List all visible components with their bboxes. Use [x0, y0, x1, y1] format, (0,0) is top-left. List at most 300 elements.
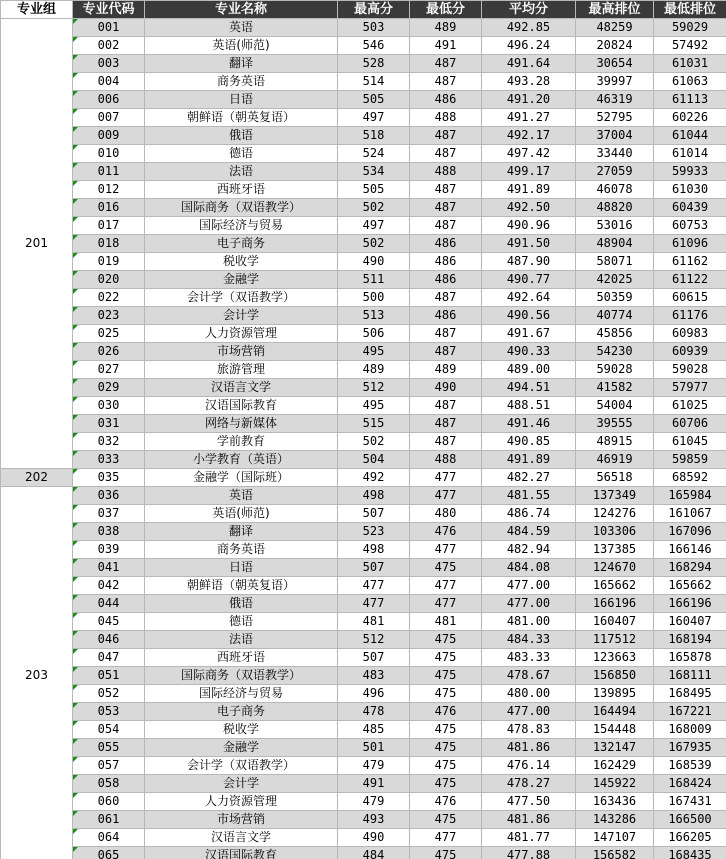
avg-score-cell[interactable]: 491.20 [482, 91, 576, 109]
max-rank-cell[interactable]: 117512 [576, 631, 654, 649]
max-score-cell[interactable]: 491 [338, 775, 410, 793]
min-rank-cell[interactable]: 61096 [654, 235, 726, 253]
min-score-cell[interactable]: 476 [410, 703, 482, 721]
min-rank-cell[interactable]: 61025 [654, 397, 726, 415]
avg-score-cell[interactable]: 493.28 [482, 73, 576, 91]
major-name-cell[interactable]: 人力资源管理 [145, 793, 338, 811]
max-rank-cell[interactable]: 154448 [576, 721, 654, 739]
min-score-cell[interactable]: 487 [410, 415, 482, 433]
max-score-cell[interactable]: 481 [338, 613, 410, 631]
avg-score-cell[interactable]: 484.08 [482, 559, 576, 577]
avg-score-cell[interactable]: 481.00 [482, 613, 576, 631]
code-cell[interactable] [73, 91, 145, 109]
min-rank-cell[interactable]: 168294 [654, 559, 726, 577]
max-score-cell[interactable]: 497 [338, 217, 410, 235]
code-cell[interactable] [73, 505, 145, 523]
code-cell[interactable] [73, 397, 145, 415]
min-score-cell[interactable]: 487 [410, 343, 482, 361]
min-rank-cell[interactable]: 61063 [654, 73, 726, 91]
max-rank-cell[interactable]: 145922 [576, 775, 654, 793]
max-rank-cell[interactable]: 33440 [576, 145, 654, 163]
header-max-score[interactable]: 最高分 [338, 1, 410, 19]
major-name-cell[interactable]: 朝鲜语（朝英复语） [145, 577, 338, 595]
code-cell[interactable] [73, 847, 145, 859]
max-rank-cell[interactable]: 137385 [576, 541, 654, 559]
max-score-cell[interactable]: 498 [338, 487, 410, 505]
major-name-cell[interactable]: 市场营销 [145, 343, 338, 361]
group-cell[interactable]: 201 [1, 19, 73, 469]
major-name-cell[interactable]: 汉语国际教育 [145, 847, 338, 859]
header-avg-score[interactable]: 平均分 [482, 1, 576, 19]
min-score-cell[interactable]: 488 [410, 163, 482, 181]
min-score-cell[interactable]: 475 [410, 811, 482, 829]
major-name-cell[interactable]: 翻译 [145, 55, 338, 73]
max-rank-cell[interactable]: 123663 [576, 649, 654, 667]
max-score-cell[interactable]: 546 [338, 37, 410, 55]
avg-score-cell[interactable]: 492.64 [482, 289, 576, 307]
min-rank-cell[interactable]: 166500 [654, 811, 726, 829]
avg-score-cell[interactable]: 481.86 [482, 739, 576, 757]
code-cell[interactable] [73, 163, 145, 181]
major-name-cell[interactable]: 俄语 [145, 127, 338, 145]
major-name-cell[interactable]: 电子商务 [145, 703, 338, 721]
code-cell[interactable] [73, 343, 145, 361]
min-rank-cell[interactable]: 167935 [654, 739, 726, 757]
min-rank-cell[interactable]: 59028 [654, 361, 726, 379]
major-name-cell[interactable]: 金融学 [145, 739, 338, 757]
max-rank-cell[interactable]: 48820 [576, 199, 654, 217]
min-rank-cell[interactable]: 60983 [654, 325, 726, 343]
min-score-cell[interactable]: 480 [410, 505, 482, 523]
group-cell[interactable]: 203 [1, 487, 73, 859]
code-cell[interactable] [73, 757, 145, 775]
max-rank-cell[interactable]: 30654 [576, 55, 654, 73]
max-score-cell[interactable]: 500 [338, 289, 410, 307]
min-score-cell[interactable]: 486 [410, 271, 482, 289]
min-rank-cell[interactable]: 68592 [654, 469, 726, 487]
max-score-cell[interactable]: 490 [338, 829, 410, 847]
max-score-cell[interactable]: 502 [338, 433, 410, 451]
min-score-cell[interactable]: 486 [410, 253, 482, 271]
min-score-cell[interactable]: 487 [410, 217, 482, 235]
code-cell[interactable] [73, 829, 145, 847]
min-rank-cell[interactable]: 168495 [654, 685, 726, 703]
max-score-cell[interactable]: 507 [338, 649, 410, 667]
min-rank-cell[interactable]: 60939 [654, 343, 726, 361]
max-rank-cell[interactable]: 39997 [576, 73, 654, 91]
code-cell[interactable] [73, 613, 145, 631]
major-name-cell[interactable]: 市场营销 [145, 811, 338, 829]
major-name-cell[interactable]: 税收学 [145, 721, 338, 739]
major-name-cell[interactable]: 会计学 [145, 307, 338, 325]
major-name-cell[interactable]: 旅游管理 [145, 361, 338, 379]
avg-score-cell[interactable]: 491.46 [482, 415, 576, 433]
min-rank-cell[interactable]: 61030 [654, 181, 726, 199]
min-rank-cell[interactable]: 60753 [654, 217, 726, 235]
major-name-cell[interactable]: 英语 [145, 19, 338, 37]
avg-score-cell[interactable]: 483.33 [482, 649, 576, 667]
min-rank-cell[interactable]: 57492 [654, 37, 726, 55]
max-score-cell[interactable]: 501 [338, 739, 410, 757]
min-score-cell[interactable]: 477 [410, 577, 482, 595]
avg-score-cell[interactable]: 490.85 [482, 433, 576, 451]
code-cell[interactable] [73, 721, 145, 739]
avg-score-cell[interactable]: 480.00 [482, 685, 576, 703]
min-rank-cell[interactable]: 168194 [654, 631, 726, 649]
min-rank-cell[interactable]: 57977 [654, 379, 726, 397]
max-rank-cell[interactable]: 147107 [576, 829, 654, 847]
header-min-rank[interactable]: 最低排位 [654, 1, 726, 19]
min-rank-cell[interactable]: 59029 [654, 19, 726, 37]
max-rank-cell[interactable]: 143286 [576, 811, 654, 829]
avg-score-cell[interactable]: 481.55 [482, 487, 576, 505]
min-score-cell[interactable]: 487 [410, 127, 482, 145]
min-rank-cell[interactable]: 165662 [654, 577, 726, 595]
max-rank-cell[interactable]: 40774 [576, 307, 654, 325]
avg-score-cell[interactable]: 490.77 [482, 271, 576, 289]
code-cell[interactable] [73, 703, 145, 721]
max-rank-cell[interactable]: 56518 [576, 469, 654, 487]
code-cell[interactable] [73, 577, 145, 595]
min-rank-cell[interactable]: 60226 [654, 109, 726, 127]
max-score-cell[interactable]: 534 [338, 163, 410, 181]
code-cell[interactable] [73, 73, 145, 91]
min-score-cell[interactable]: 477 [410, 541, 482, 559]
max-score-cell[interactable]: 507 [338, 505, 410, 523]
header-max-rank[interactable]: 最高排位 [576, 1, 654, 19]
max-rank-cell[interactable]: 46919 [576, 451, 654, 469]
min-score-cell[interactable]: 476 [410, 523, 482, 541]
avg-score-cell[interactable]: 487.90 [482, 253, 576, 271]
major-name-cell[interactable]: 会计学（双语教学） [145, 289, 338, 307]
max-score-cell[interactable]: 493 [338, 811, 410, 829]
major-name-cell[interactable]: 税收学 [145, 253, 338, 271]
max-rank-cell[interactable]: 137349 [576, 487, 654, 505]
major-name-cell[interactable]: 商务英语 [145, 541, 338, 559]
max-score-cell[interactable]: 479 [338, 793, 410, 811]
min-rank-cell[interactable]: 59859 [654, 451, 726, 469]
avg-score-cell[interactable]: 482.27 [482, 469, 576, 487]
max-score-cell[interactable]: 514 [338, 73, 410, 91]
avg-score-cell[interactable]: 491.27 [482, 109, 576, 127]
min-rank-cell[interactable]: 61014 [654, 145, 726, 163]
max-rank-cell[interactable]: 124670 [576, 559, 654, 577]
min-score-cell[interactable]: 487 [410, 325, 482, 343]
min-rank-cell[interactable]: 166196 [654, 595, 726, 613]
max-rank-cell[interactable]: 42025 [576, 271, 654, 289]
max-score-cell[interactable]: 490 [338, 253, 410, 271]
max-score-cell[interactable]: 507 [338, 559, 410, 577]
max-rank-cell[interactable]: 39555 [576, 415, 654, 433]
avg-score-cell[interactable]: 489.00 [482, 361, 576, 379]
major-name-cell[interactable]: 网络与新媒体 [145, 415, 338, 433]
min-rank-cell[interactable]: 61113 [654, 91, 726, 109]
code-cell[interactable] [73, 451, 145, 469]
avg-score-cell[interactable]: 497.42 [482, 145, 576, 163]
avg-score-cell[interactable]: 477.50 [482, 793, 576, 811]
code-cell[interactable] [73, 37, 145, 55]
avg-score-cell[interactable]: 476.14 [482, 757, 576, 775]
max-score-cell[interactable]: 523 [338, 523, 410, 541]
major-name-cell[interactable]: 翻译 [145, 523, 338, 541]
avg-score-cell[interactable]: 496.24 [482, 37, 576, 55]
code-cell[interactable] [73, 55, 145, 73]
header-group[interactable]: 专业组 [1, 1, 73, 19]
min-rank-cell[interactable]: 166146 [654, 541, 726, 559]
min-rank-cell[interactable]: 166205 [654, 829, 726, 847]
min-score-cell[interactable]: 487 [410, 181, 482, 199]
max-rank-cell[interactable]: 50359 [576, 289, 654, 307]
avg-score-cell[interactable]: 491.89 [482, 181, 576, 199]
min-rank-cell[interactable]: 61031 [654, 55, 726, 73]
major-name-cell[interactable]: 商务英语 [145, 73, 338, 91]
max-score-cell[interactable]: 478 [338, 703, 410, 721]
major-name-cell[interactable]: 汉语言文学 [145, 379, 338, 397]
code-cell[interactable] [73, 325, 145, 343]
major-name-cell[interactable]: 国际经济与贸易 [145, 685, 338, 703]
max-rank-cell[interactable]: 20824 [576, 37, 654, 55]
code-cell[interactable] [73, 559, 145, 577]
major-name-cell[interactable]: 汉语言文学 [145, 829, 338, 847]
avg-score-cell[interactable]: 478.27 [482, 775, 576, 793]
code-cell[interactable] [73, 631, 145, 649]
max-score-cell[interactable]: 511 [338, 271, 410, 289]
max-score-cell[interactable]: 506 [338, 325, 410, 343]
major-name-cell[interactable]: 国际商务（双语教学） [145, 667, 338, 685]
min-rank-cell[interactable]: 168111 [654, 667, 726, 685]
min-score-cell[interactable]: 488 [410, 451, 482, 469]
code-cell[interactable] [73, 289, 145, 307]
max-score-cell[interactable]: 485 [338, 721, 410, 739]
major-name-cell[interactable]: 西班牙语 [145, 649, 338, 667]
avg-score-cell[interactable]: 478.83 [482, 721, 576, 739]
min-score-cell[interactable]: 475 [410, 847, 482, 859]
min-score-cell[interactable]: 491 [410, 37, 482, 55]
max-rank-cell[interactable]: 54004 [576, 397, 654, 415]
min-score-cell[interactable]: 476 [410, 793, 482, 811]
code-cell[interactable] [73, 775, 145, 793]
avg-score-cell[interactable]: 481.77 [482, 829, 576, 847]
code-cell[interactable] [73, 469, 145, 487]
code-cell[interactable] [73, 271, 145, 289]
code-cell[interactable] [73, 235, 145, 253]
max-score-cell[interactable]: 502 [338, 199, 410, 217]
max-rank-cell[interactable]: 164494 [576, 703, 654, 721]
min-rank-cell[interactable]: 59933 [654, 163, 726, 181]
max-score-cell[interactable]: 518 [338, 127, 410, 145]
avg-score-cell[interactable]: 488.51 [482, 397, 576, 415]
code-cell[interactable] [73, 19, 145, 37]
min-rank-cell[interactable]: 60706 [654, 415, 726, 433]
min-score-cell[interactable]: 488 [410, 109, 482, 127]
major-name-cell[interactable]: 英语 [145, 487, 338, 505]
min-score-cell[interactable]: 486 [410, 91, 482, 109]
max-score-cell[interactable]: 497 [338, 109, 410, 127]
max-score-cell[interactable]: 528 [338, 55, 410, 73]
max-rank-cell[interactable]: 59028 [576, 361, 654, 379]
min-score-cell[interactable]: 481 [410, 613, 482, 631]
avg-score-cell[interactable]: 494.51 [482, 379, 576, 397]
max-score-cell[interactable]: 504 [338, 451, 410, 469]
major-name-cell[interactable]: 德语 [145, 145, 338, 163]
major-name-cell[interactable]: 汉语国际教育 [145, 397, 338, 415]
max-score-cell[interactable]: 502 [338, 235, 410, 253]
max-rank-cell[interactable]: 45856 [576, 325, 654, 343]
min-rank-cell[interactable]: 167221 [654, 703, 726, 721]
max-rank-cell[interactable]: 48904 [576, 235, 654, 253]
code-cell[interactable] [73, 379, 145, 397]
major-name-cell[interactable]: 金融学 [145, 271, 338, 289]
group-cell[interactable]: 202 [1, 469, 73, 487]
code-cell[interactable] [73, 199, 145, 217]
max-rank-cell[interactable]: 165662 [576, 577, 654, 595]
min-score-cell[interactable]: 487 [410, 289, 482, 307]
code-cell[interactable] [73, 487, 145, 505]
min-score-cell[interactable]: 477 [410, 595, 482, 613]
min-score-cell[interactable]: 487 [410, 199, 482, 217]
code-cell[interactable] [73, 145, 145, 163]
min-rank-cell[interactable]: 168435 [654, 847, 726, 859]
header-code[interactable]: 专业代码 [73, 1, 145, 19]
max-score-cell[interactable]: 503 [338, 19, 410, 37]
avg-score-cell[interactable]: 499.17 [482, 163, 576, 181]
min-score-cell[interactable]: 475 [410, 721, 482, 739]
code-cell[interactable] [73, 739, 145, 757]
avg-score-cell[interactable]: 490.96 [482, 217, 576, 235]
major-name-cell[interactable]: 英语(师范) [145, 505, 338, 523]
code-cell[interactable] [73, 523, 145, 541]
max-score-cell[interactable]: 505 [338, 91, 410, 109]
max-score-cell[interactable]: 524 [338, 145, 410, 163]
max-score-cell[interactable]: 492 [338, 469, 410, 487]
min-rank-cell[interactable]: 60615 [654, 289, 726, 307]
max-rank-cell[interactable]: 162429 [576, 757, 654, 775]
major-name-cell[interactable]: 俄语 [145, 595, 338, 613]
code-cell[interactable] [73, 415, 145, 433]
min-score-cell[interactable]: 486 [410, 235, 482, 253]
code-cell[interactable] [73, 361, 145, 379]
header-min-score[interactable]: 最低分 [410, 1, 482, 19]
min-score-cell[interactable]: 475 [410, 739, 482, 757]
code-cell[interactable] [73, 307, 145, 325]
major-name-cell[interactable]: 会计学（双语教学） [145, 757, 338, 775]
min-score-cell[interactable]: 487 [410, 55, 482, 73]
min-score-cell[interactable]: 487 [410, 397, 482, 415]
max-score-cell[interactable]: 496 [338, 685, 410, 703]
max-score-cell[interactable]: 513 [338, 307, 410, 325]
avg-score-cell[interactable]: 484.59 [482, 523, 576, 541]
max-score-cell[interactable]: 512 [338, 631, 410, 649]
major-name-cell[interactable]: 法语 [145, 163, 338, 181]
code-cell[interactable] [73, 595, 145, 613]
min-score-cell[interactable]: 475 [410, 631, 482, 649]
max-rank-cell[interactable]: 46078 [576, 181, 654, 199]
min-score-cell[interactable]: 487 [410, 145, 482, 163]
avg-score-cell[interactable]: 486.74 [482, 505, 576, 523]
max-score-cell[interactable]: 479 [338, 757, 410, 775]
min-score-cell[interactable]: 486 [410, 307, 482, 325]
min-score-cell[interactable]: 477 [410, 487, 482, 505]
major-name-cell[interactable]: 英语(师范) [145, 37, 338, 55]
min-rank-cell[interactable]: 168539 [654, 757, 726, 775]
max-rank-cell[interactable]: 58071 [576, 253, 654, 271]
min-rank-cell[interactable]: 61162 [654, 253, 726, 271]
major-name-cell[interactable]: 会计学 [145, 775, 338, 793]
max-rank-cell[interactable]: 27059 [576, 163, 654, 181]
min-score-cell[interactable]: 475 [410, 667, 482, 685]
min-rank-cell[interactable]: 167431 [654, 793, 726, 811]
max-rank-cell[interactable]: 46319 [576, 91, 654, 109]
code-cell[interactable] [73, 433, 145, 451]
avg-score-cell[interactable]: 484.33 [482, 631, 576, 649]
max-score-cell[interactable]: 484 [338, 847, 410, 859]
max-score-cell[interactable]: 489 [338, 361, 410, 379]
code-cell[interactable] [73, 217, 145, 235]
min-score-cell[interactable]: 489 [410, 19, 482, 37]
max-score-cell[interactable]: 515 [338, 415, 410, 433]
major-name-cell[interactable]: 国际经济与贸易 [145, 217, 338, 235]
major-name-cell[interactable]: 电子商务 [145, 235, 338, 253]
max-rank-cell[interactable]: 53016 [576, 217, 654, 235]
max-rank-cell[interactable]: 124276 [576, 505, 654, 523]
max-rank-cell[interactable]: 54230 [576, 343, 654, 361]
min-rank-cell[interactable]: 61176 [654, 307, 726, 325]
code-cell[interactable] [73, 667, 145, 685]
major-name-cell[interactable]: 日语 [145, 91, 338, 109]
major-name-cell[interactable]: 日语 [145, 559, 338, 577]
min-score-cell[interactable]: 477 [410, 469, 482, 487]
avg-score-cell[interactable]: 492.50 [482, 199, 576, 217]
code-cell[interactable] [73, 181, 145, 199]
min-score-cell[interactable]: 489 [410, 361, 482, 379]
max-score-cell[interactable]: 495 [338, 343, 410, 361]
avg-score-cell[interactable]: 490.33 [482, 343, 576, 361]
min-rank-cell[interactable]: 168424 [654, 775, 726, 793]
code-cell[interactable] [73, 685, 145, 703]
max-score-cell[interactable]: 498 [338, 541, 410, 559]
max-rank-cell[interactable]: 48915 [576, 433, 654, 451]
min-rank-cell[interactable]: 61044 [654, 127, 726, 145]
major-name-cell[interactable]: 学前教育 [145, 433, 338, 451]
min-rank-cell[interactable]: 61122 [654, 271, 726, 289]
max-rank-cell[interactable]: 52795 [576, 109, 654, 127]
max-score-cell[interactable]: 512 [338, 379, 410, 397]
header-major-name[interactable]: 专业名称 [145, 1, 338, 19]
min-score-cell[interactable]: 475 [410, 649, 482, 667]
max-rank-cell[interactable]: 37004 [576, 127, 654, 145]
max-rank-cell[interactable]: 156582 [576, 847, 654, 859]
min-score-cell[interactable]: 490 [410, 379, 482, 397]
major-name-cell[interactable]: 金融学（国际班） [145, 469, 338, 487]
avg-score-cell[interactable]: 481.86 [482, 811, 576, 829]
min-rank-cell[interactable]: 167096 [654, 523, 726, 541]
max-score-cell[interactable]: 483 [338, 667, 410, 685]
max-rank-cell[interactable]: 163436 [576, 793, 654, 811]
max-rank-cell[interactable]: 132147 [576, 739, 654, 757]
avg-score-cell[interactable]: 491.67 [482, 325, 576, 343]
min-score-cell[interactable]: 475 [410, 685, 482, 703]
max-score-cell[interactable]: 477 [338, 577, 410, 595]
min-score-cell[interactable]: 487 [410, 433, 482, 451]
avg-score-cell[interactable]: 477.00 [482, 703, 576, 721]
code-cell[interactable] [73, 253, 145, 271]
major-name-cell[interactable]: 西班牙语 [145, 181, 338, 199]
major-name-cell[interactable]: 人力资源管理 [145, 325, 338, 343]
min-rank-cell[interactable]: 60439 [654, 199, 726, 217]
avg-score-cell[interactable]: 492.17 [482, 127, 576, 145]
major-name-cell[interactable]: 朝鲜语（朝英复语） [145, 109, 338, 127]
min-rank-cell[interactable]: 165878 [654, 649, 726, 667]
